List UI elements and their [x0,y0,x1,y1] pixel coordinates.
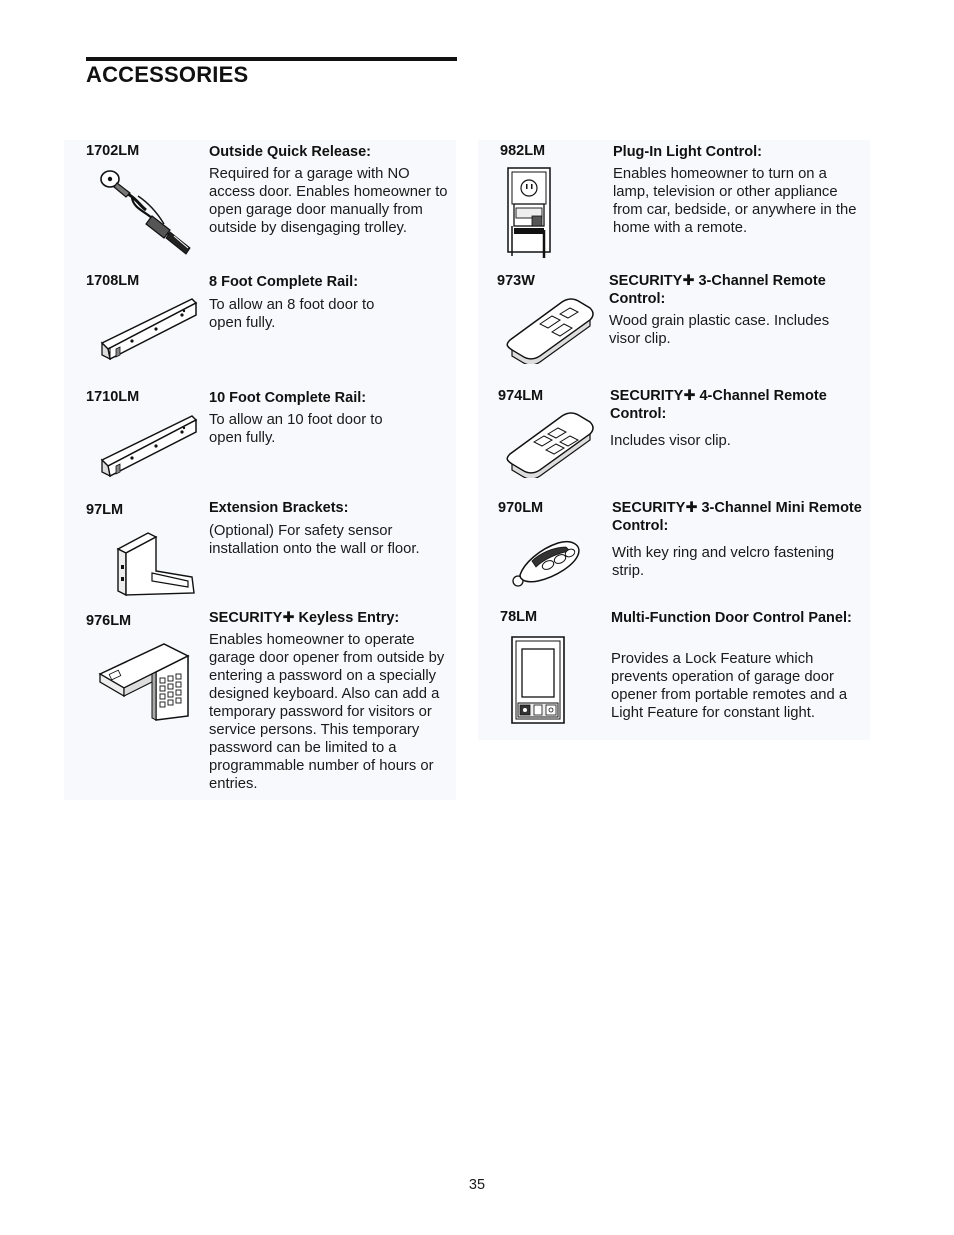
item-description: Enables homeowner to operate garage door opener from outside by entering a password on a specially designed keyboard. Also can add a temporary password for visitors or service persons. This temporary password can be limited to a programmable number of hours or entries. [209,632,445,792]
item-description: To allow an 8 foot door to open fully. [209,297,375,331]
item-title: 8 Foot Complete Rail: [209,274,359,290]
item-title: Extension Brackets: [209,500,349,516]
item-title: SECURITY✚ 4-Channel Remote Control: [610,388,827,422]
section-title: ACCESSORIES [86,62,249,87]
part-number: 974LM [498,388,544,404]
part-number: 970LM [498,500,544,516]
door-control-panel-icon [508,635,568,727]
item-title: SECURITY✚ 3-Channel Mini Remote Control: [612,500,862,534]
remote-control-icon [504,294,596,364]
item-description: Required for a garage with NO access door. Enables homeowner to open garage door manually from outside by disengaging trolley. [209,166,448,236]
rail-icon [96,410,200,482]
page-number: 35 [468,1177,486,1193]
item-title: Plug-In Light Control: [613,144,762,160]
item-description: Includes visor clip. [610,433,731,449]
item-title: Multi-Function Door Control Panel: [611,610,852,626]
section-rule [86,57,457,61]
item-title: SECURITY✚ Keyless Entry: [209,610,400,626]
part-number: 78LM [500,609,538,625]
item-description: (Optional) For safety sensor installation onto the wall or floor. [209,523,420,557]
quick-release-icon [98,166,202,258]
part-number: 1702LM [86,143,140,159]
item-title: 10 Foot Complete Rail: [209,390,367,406]
mini-remote-icon [510,537,584,589]
item-description: To allow an 10 foot door to open fully. [209,412,383,446]
remote-control-icon [504,408,596,478]
part-number: 97LM [86,502,124,518]
item-title: SECURITY✚ 3-Channel Remote Control: [609,273,826,307]
item-description: Provides a Lock Feature which prevents operation of garage door opener from portable remotes and a Light Feature for constant light. [611,651,848,721]
item-description: Enables homeowner to turn on a lamp, television or other appliance from car, bedside, or anywhere in the home with a remote. [613,166,857,236]
item-description: With key ring and velcro fastening strip. [612,545,835,579]
plug-in-light-control-icon [504,166,554,260]
item-title: Outside Quick Release: [209,144,371,160]
part-number: 973W [497,273,535,289]
keyless-entry-icon [96,632,196,726]
rail-icon [96,293,200,365]
item-description: Wood grain plastic case. Includes visor clip. [609,313,830,347]
part-number: 982LM [500,143,546,159]
part-number: 1710LM [86,389,140,405]
extension-bracket-icon [112,527,198,601]
part-number: 1708LM [86,273,140,289]
part-number: 976LM [86,613,132,629]
